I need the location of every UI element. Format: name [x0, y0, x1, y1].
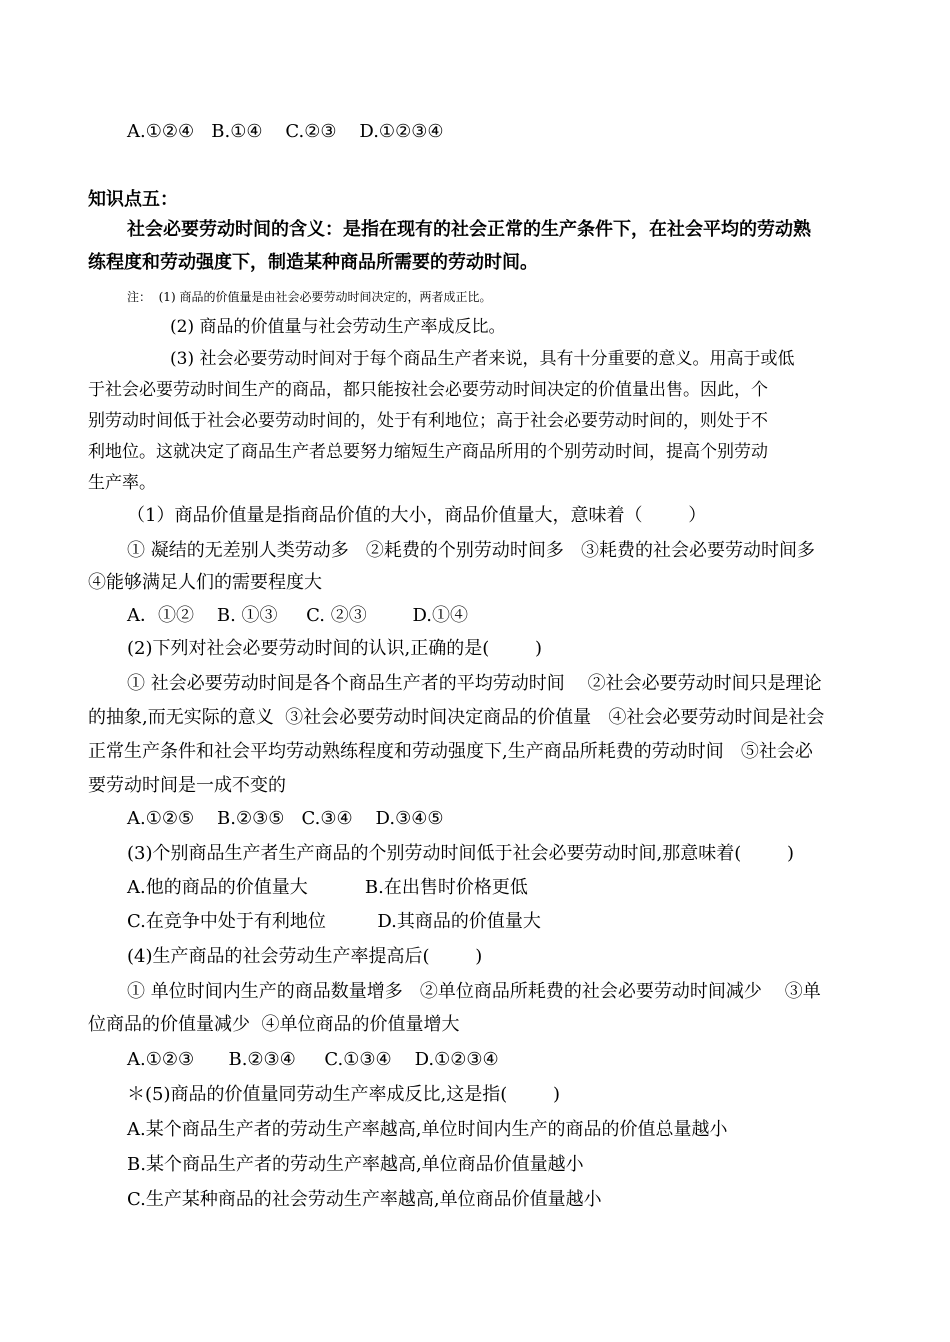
question-5-option-a: A.某个商品生产者的劳动生产率越高,单位时间内生产的商品的价值总量越小 [127, 1119, 728, 1140]
question-2-stem: (2)下列对社会必要劳动时间的认识,正确的是( ) [127, 638, 543, 659]
question-1-stem: （1）商品价值量是指商品价值的大小，商品价值量大，意味着（ ） [127, 505, 707, 526]
definition-line-2: 练程度和劳动强度下，制造某种商品所需要的劳动时间。 [88, 252, 538, 273]
section-title: 知识点五： [88, 189, 178, 210]
question-3-stem: (3)个别商品生产者生产商品的个别劳动时间低于社会必要劳动时间,那意味着( ) [127, 843, 795, 864]
question-2-line-1: ① 社会必要劳动时间是各个商品生产者的平均劳动时间 ②社会必要劳动时间只是理论 [127, 673, 822, 694]
note-1: 注： (1) 商品的价值量是由社会必要劳动时间决定的，两者成正比。 [127, 290, 492, 304]
question-3-options-ab: A.他的商品的价值量大 B.在出售时价格更低 [127, 877, 528, 898]
question-2-line-4: 要劳动时间是一成不变的 [88, 775, 286, 796]
question-5-stem: ＊(5)商品的价值量同劳动生产率成反比,这是指( ) [127, 1084, 561, 1105]
question-2-line-3: 正常生产条件和社会平均劳动熟练程度和劳动强度下,生产商品所耗费的劳动时间 ⑤社会必 [88, 741, 813, 762]
note-3-line-2: 于社会必要劳动时间生产的商品，都只能按社会必要劳动时间决定的价值量出售。因此，个 [88, 380, 768, 400]
note-3-line-4: 利地位。这就决定了商品生产者总要努力缩短生产商品所用的个别劳动时间，提高个别劳动 [88, 442, 768, 462]
definition-line-1: 社会必要劳动时间的含义：是指在现有的社会正常的生产条件下，在社会平均的劳动熟 [127, 219, 811, 240]
question-2-line-2: 的抽象,而无实际的意义 ③社会必要劳动时间决定商品的价值量 ④社会必要劳动时间是社会 [88, 707, 825, 728]
question-1-options-line-2: ④能够满足人们的需要程度大 [88, 572, 322, 593]
question-5-option-c: C.生产某种商品的社会劳动生产率越高,单位商品价值量越小 [127, 1189, 602, 1210]
question-3-options-cd: C.在竞争中处于有利地位 D.其商品的价值量大 [127, 911, 541, 932]
question-5-option-b: B.某个商品生产者的劳动生产率越高,单位商品价值量越小 [127, 1154, 584, 1175]
question-4-line-1: ① 单位时间内生产的商品数量增多 ②单位商品所耗费的社会必要劳动时间减少 ③单 [127, 981, 821, 1002]
question-1-answers: A．①② B. ①③ C. ②③ D.①④ [127, 605, 469, 626]
question-4-line-2: 位商品的价值量减少 ④单位商品的价值量增大 [88, 1014, 460, 1035]
note-3-line-1: (3) 社会必要劳动时间对于每个商品生产者来说，具有十分重要的意义。用高于或低 [170, 349, 795, 369]
question-4-stem: (4)生产商品的社会劳动生产率提高后( ) [127, 946, 483, 967]
question-4-answers: A.①②③ B.②③④ C.①③④ D.①②③④ [127, 1049, 499, 1070]
question-2-answers: A.①②⑤ B.②③⑤ C.③④ D.③④⑤ [127, 808, 444, 829]
note-3-line-3: 别劳动时间低于社会必要劳动时间的，处于有利地位；高于社会必要劳动时间的，则处于不 [88, 411, 768, 431]
question-1-options-line-1: ① 凝结的无差别人类劳动多 ②耗费的个别劳动时间多 ③耗费的社会必要劳动时间多 [127, 540, 816, 561]
note-3-line-5: 生产率。 [88, 473, 156, 493]
note-2: (2) 商品的价值量与社会劳动生产率成反比。 [170, 317, 506, 337]
previous-answer-options: A.①②④ B.①④ C.②③ D.①②③④ [127, 121, 444, 142]
